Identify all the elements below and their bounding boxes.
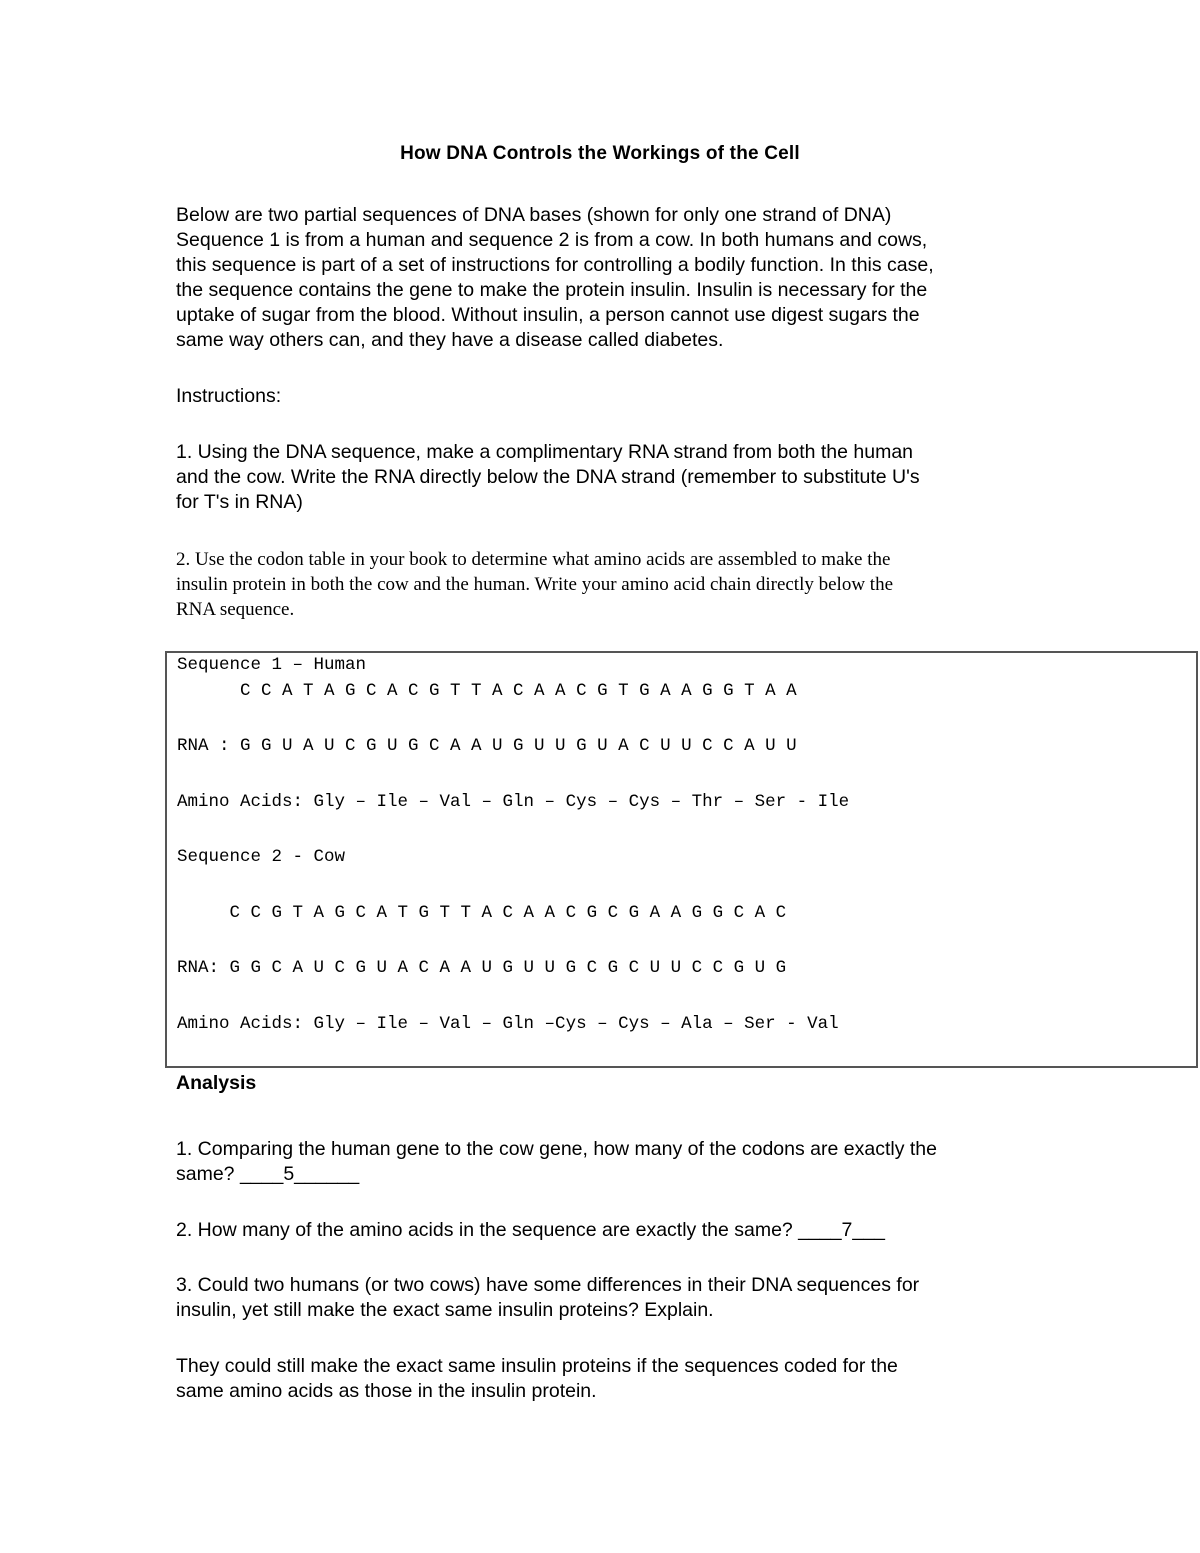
- question-line: 1. Comparing the human gene to the cow gene, how many of the codons are exactly the: [176, 1138, 937, 1160]
- intro-line: uptake of sugar from the blood. Without insulin, a person cannot use digest sugars the: [176, 304, 920, 326]
- intro-line: this sequence is part of a set of instructions for controlling a bodily function. In this case,: [176, 254, 934, 276]
- instruction-2: [176, 547, 1036, 622]
- intro-line: same way others can, and they have a disease called diabetes.: [176, 329, 724, 351]
- instruction-2-line: 2. Use the codon table in your book to determine what amino acids are assembled to make the: [176, 549, 891, 570]
- instruction-2-line: RNA sequence.: [176, 599, 295, 620]
- instruction-1: [176, 440, 1036, 515]
- seq1-dna: C C A T A G C A C G T T A C A A C G T G A A G G T A A: [177, 681, 797, 701]
- page-title: How DNA Controls the Workings of the Cell: [400, 143, 800, 164]
- answer-line: same amino acids as those in the insulin protein.: [176, 1380, 597, 1402]
- answer-line: They could still make the exact same insulin proteins if the sequences coded for the: [176, 1355, 898, 1377]
- instruction-2-line: insulin protein in both the cow and the human. Write your amino acid chain directly below the: [176, 574, 894, 595]
- question-line: insulin, yet still make the exact same insulin proteins? Explain.: [176, 1299, 714, 1321]
- analysis-question-2: 2. How many of the amino acids in the sequence are exactly the same? ____7___: [176, 1219, 885, 1241]
- analysis-heading: Analysis: [176, 1072, 257, 1094]
- seq1-amino-acids: Amino Acids: Gly – Ile – Val – Gln – Cys – Cys – Thr – Ser - Ile: [177, 792, 850, 812]
- instruction-1-line: and the cow. Write the RNA directly below the DNA strand (remember to substitute U's: [176, 466, 920, 488]
- seq2-rna: RNA: G G C A U C G U A C A A U G U U G C G C U U C C G U G: [177, 958, 787, 978]
- analysis-answer-3: [176, 1354, 1036, 1404]
- intro-line: the sequence contains the gene to make the protein insulin. Insulin is necessary for the: [176, 279, 928, 301]
- seq2-amino-acids: Amino Acids: Gly – Ile – Val – Gln –Cys – Cys – Ala – Ser - Val: [177, 1014, 839, 1034]
- seq2-label: Sequence 2 - Cow: [177, 847, 346, 867]
- analysis-question-1: [176, 1137, 1036, 1187]
- seq1-label: Sequence 1 – Human: [177, 655, 367, 675]
- seq2-dna: C C G T A G C A T G T T A C A A C G C G A A G G C A C: [177, 903, 787, 923]
- instruction-1-line: for T's in RNA): [176, 491, 303, 513]
- intro-paragraph: [176, 203, 1036, 353]
- seq1-rna: RNA : G G U A U C G U G C A A U G U U G U A C U U C C A U U: [177, 736, 797, 756]
- instructions-heading: Instructions:: [176, 385, 282, 407]
- intro-line: Below are two partial sequences of DNA bases (shown for only one strand of DNA): [176, 204, 892, 226]
- question-line: 3. Could two humans (or two cows) have some differences in their DNA sequences for: [176, 1274, 920, 1296]
- intro-line: Sequence 1 is from a human and sequence 2 is from a cow. In both humans and cows,: [176, 229, 928, 251]
- analysis-question-3: [176, 1273, 1036, 1323]
- instruction-1-line: 1. Using the DNA sequence, make a complimentary RNA strand from both the human: [176, 441, 914, 463]
- question-line: same? ____5______: [176, 1163, 360, 1185]
